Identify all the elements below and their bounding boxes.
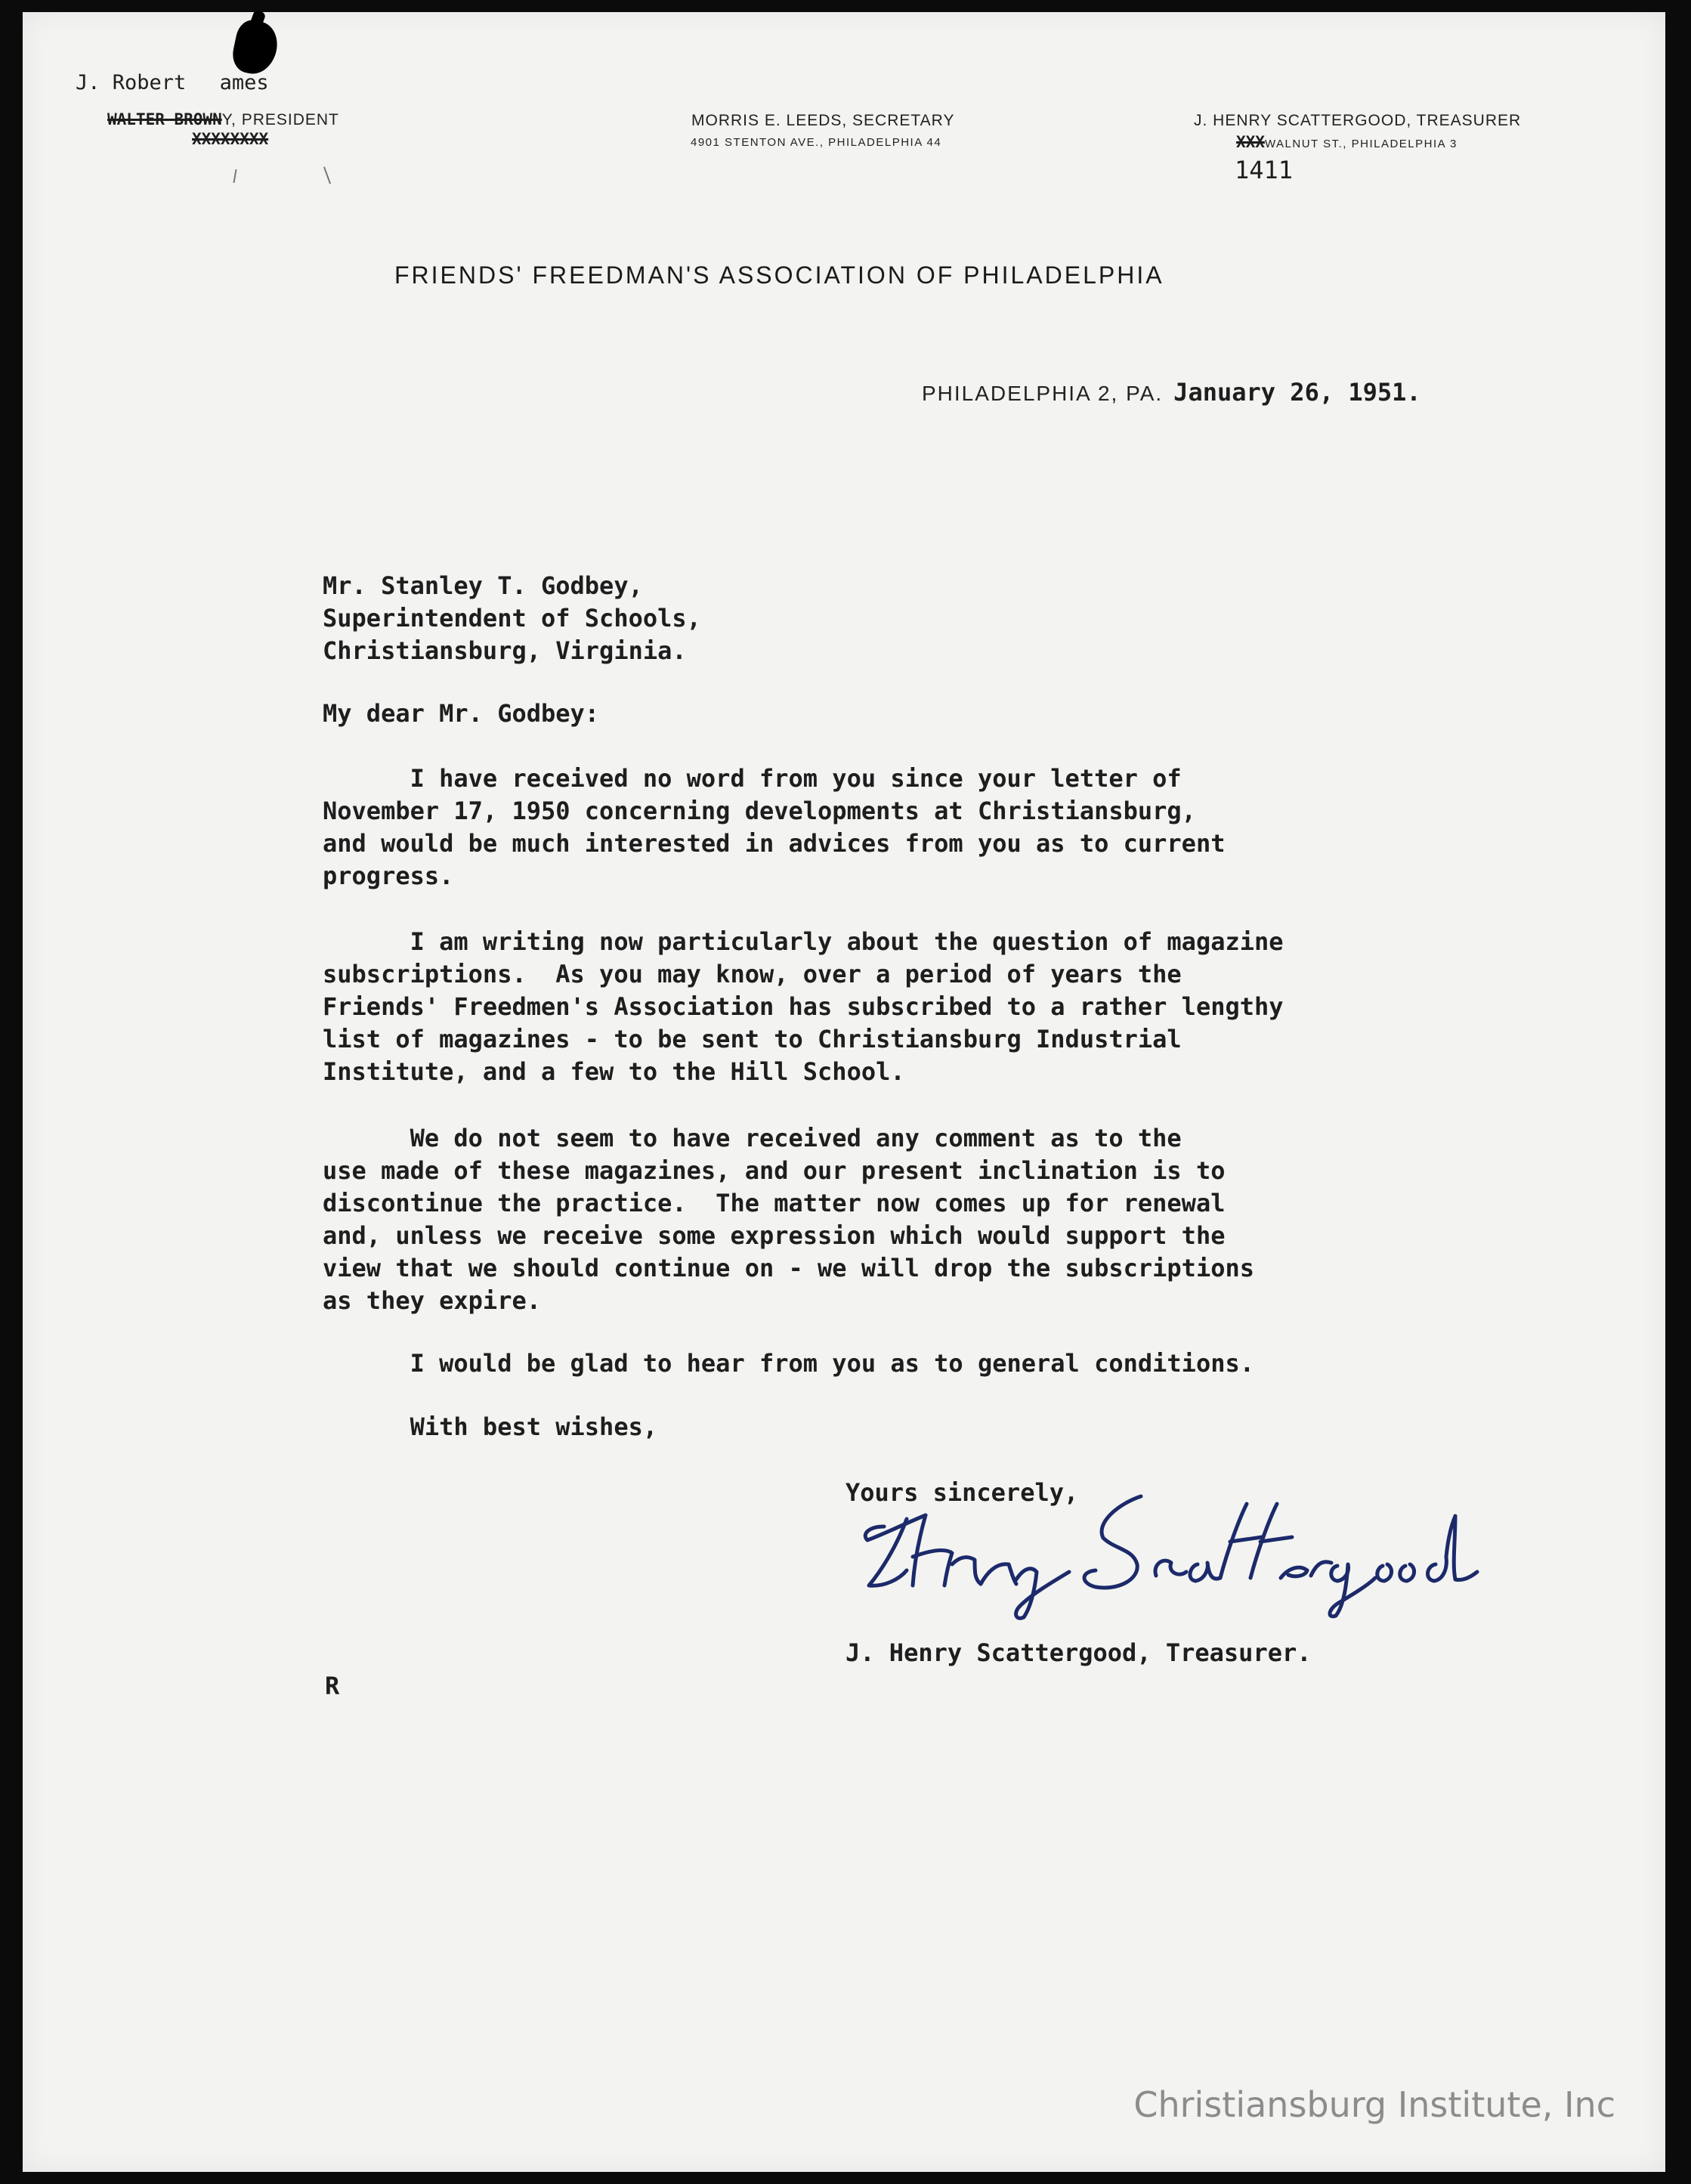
signer-name: J. Henry Scattergood, Treasurer. — [846, 1638, 1312, 1667]
body-line: list of magazines - to be sent to Christiansburg Industrial — [323, 1025, 1182, 1053]
recipient-address — [323, 570, 701, 667]
body-line: subscriptions. As you may know, over a period of years the — [323, 960, 1182, 988]
signature-image — [854, 1481, 1489, 1625]
recipient-line: Mr. Stanley T. Godbey, — [323, 571, 643, 600]
treasurer-address-line: XXXWALNUT ST., PHILADELPHIA 3 — [1236, 133, 1458, 151]
treasurer-name: J. HENRY SCATTERGOOD, TREASURER — [1194, 112, 1522, 129]
president-typed-name: J. Robert ames — [76, 71, 269, 94]
paragraph — [323, 763, 1225, 892]
body-line: I am writing now particularly about the question of magazine — [323, 927, 1284, 956]
organization-title: FRIENDS' FREEDMAN'S ASSOCIATION OF PHILADELPHIA — [394, 261, 1164, 289]
letter-page — [23, 12, 1665, 2172]
body-line: I have received no word from you since your letter of — [323, 764, 1182, 793]
secretary-name: MORRIS E. LEEDS, SECRETARY — [691, 112, 955, 129]
body-line: With best wishes, — [323, 1412, 658, 1441]
secretary-address: 4901 STENTON AVE., PHILADELPHIA 44 — [691, 136, 942, 149]
body-line: as they expire. — [323, 1286, 541, 1315]
paragraph — [323, 926, 1284, 1088]
watermark: Christiansburg Institute, Inc — [1133, 2084, 1615, 2125]
president-struck-line: XXXXXXXX — [192, 130, 269, 148]
body-line: view that we should continue on - we will drop the subscriptions — [323, 1254, 1254, 1282]
body-line: Institute, and a few to the Hill School. — [323, 1057, 905, 1086]
body-line: and, unless we receive some expression which would support the — [323, 1221, 1226, 1250]
recipient-line: Superintendent of Schools, — [323, 604, 701, 633]
typist-initials: R — [325, 1672, 340, 1700]
dateline: PHILADELPHIA 2, PA. January 26, 1951. — [922, 378, 1421, 407]
body-line: and would be much interested in advices from you as to current — [323, 829, 1226, 858]
president-line: WALTER BROWNY, PRESIDENT — [107, 110, 339, 128]
body-line: use made of these magazines, and our present inclination is to — [323, 1156, 1226, 1185]
body-line: Friends' Freedmen's Association has subscribed to a rather lengthy — [323, 992, 1284, 1021]
paragraph — [323, 1122, 1254, 1317]
body-line: We do not seem to have received any comment as to the — [323, 1124, 1182, 1152]
recipient-line: Christiansburg, Virginia. — [323, 636, 687, 665]
paragraph — [323, 1349, 1254, 1378]
paragraph — [323, 1412, 657, 1441]
closing: Yours sincerely, — [846, 1478, 1079, 1507]
body-line: I would be glad to hear from you as to general conditions. — [323, 1349, 1254, 1378]
body-line: progress. — [323, 862, 454, 890]
body-line: discontinue the practice. The matter now comes up for renewal — [323, 1189, 1226, 1217]
treasurer-street-number: 1411 — [1235, 156, 1294, 184]
salutation: My dear Mr. Godbey: — [323, 699, 600, 728]
body-line: November 17, 1950 concerning developments at Christiansburg, — [323, 797, 1196, 825]
